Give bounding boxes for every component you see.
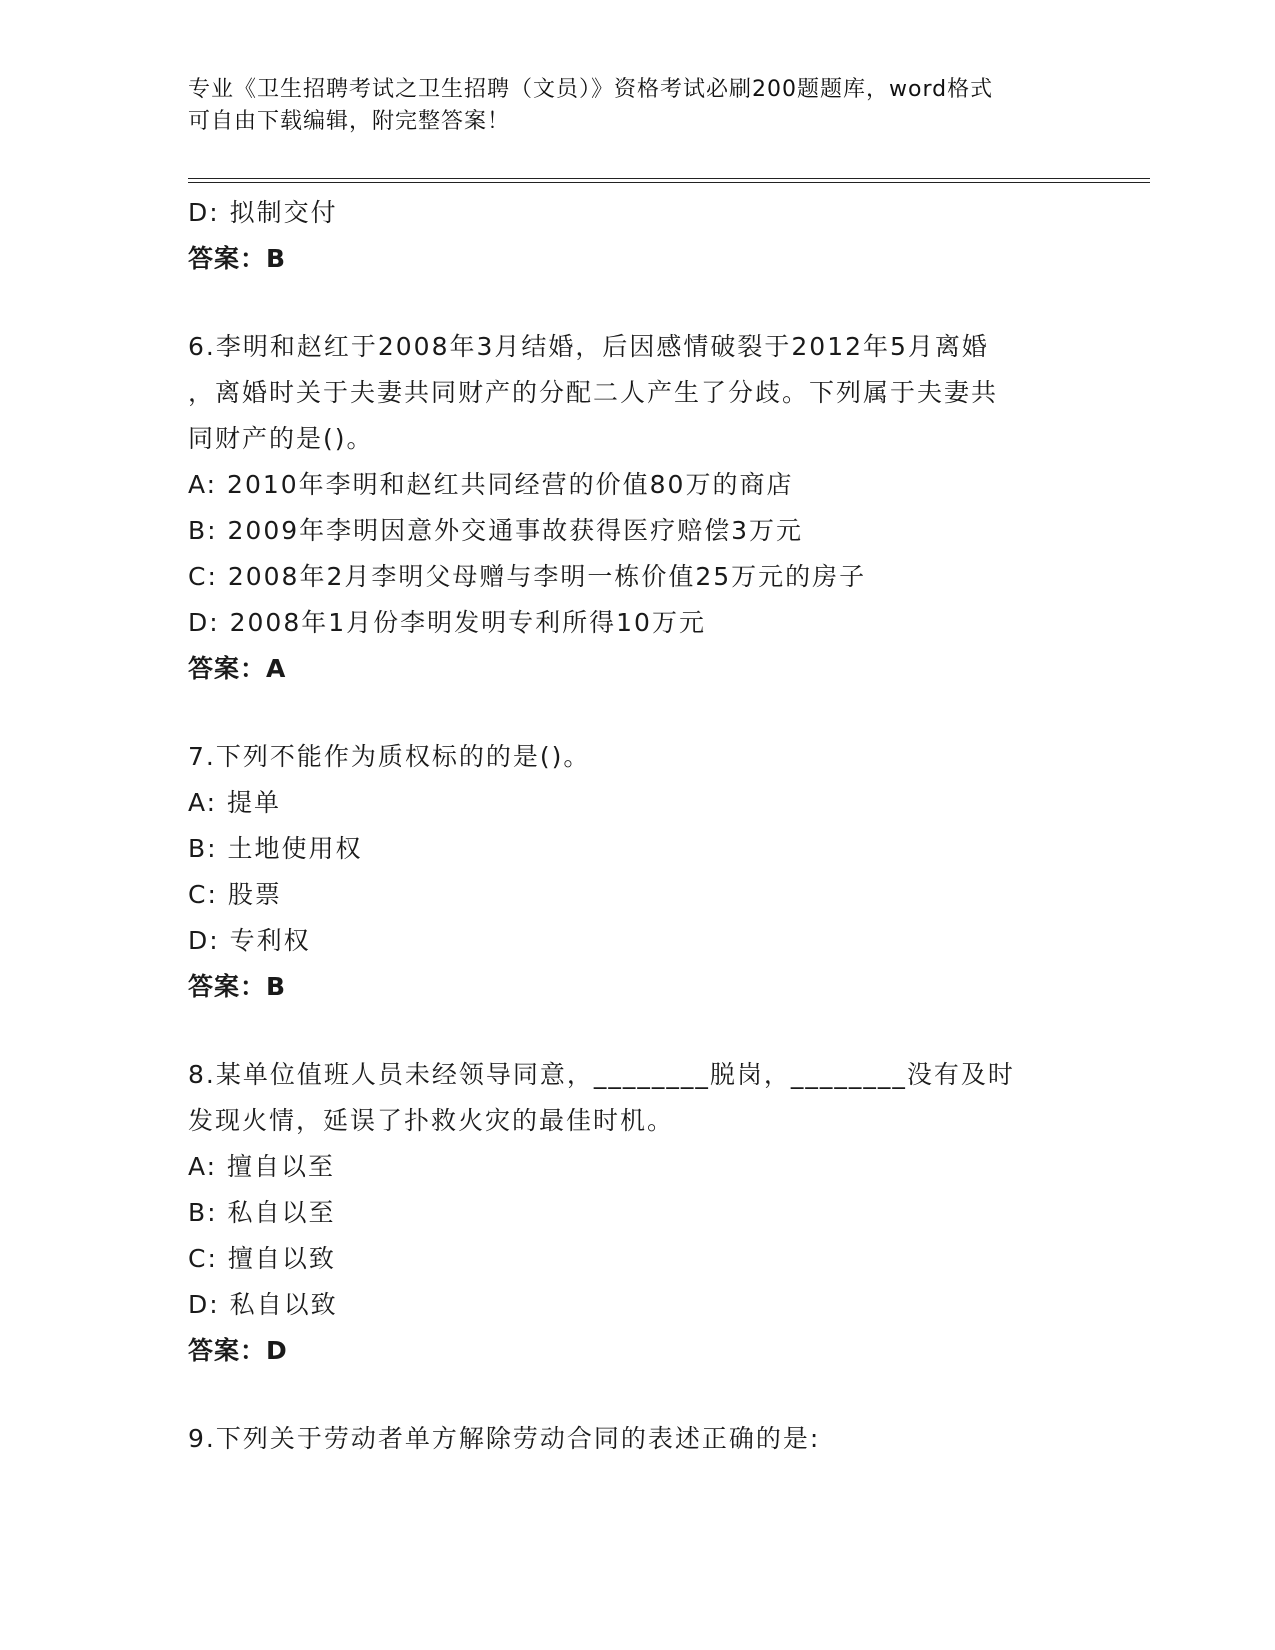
option-b: B: 2009年李明因意外交通事故获得医疗赔偿3万元 xyxy=(188,516,804,545)
spacer xyxy=(188,1374,1068,1416)
spacer xyxy=(188,692,1068,734)
answer-line: 答案：D xyxy=(188,1336,288,1365)
option-c: C: 股票 xyxy=(188,880,282,909)
option-d: D: 2008年1月份李明发明专利所得10万元 xyxy=(188,608,706,637)
question-stem: 6.李明和赵红于2008年3月结婚，后因感情破裂于2012年5月离婚 xyxy=(188,332,989,361)
answer-line: 答案：B xyxy=(188,972,287,1001)
option-d: D: 拟制交付 xyxy=(188,198,338,227)
question-stem: 发现火情，延误了扑救火灾的最佳时机。 xyxy=(188,1106,675,1135)
question-7 xyxy=(188,734,1068,1010)
option-d: D: 私自以致 xyxy=(188,1290,338,1319)
answer-line: 答案：A xyxy=(188,654,287,683)
header-divider-bottom xyxy=(188,182,1150,183)
question-stem: ，离婚时关于夫妻共同财产的分配二人产生了分歧。下列属于夫妻共 xyxy=(188,378,999,407)
question-6 xyxy=(188,324,1068,692)
answer-line: 答案：B xyxy=(188,244,287,273)
question-list xyxy=(188,190,1068,1462)
question-stem: 同财产的是()。 xyxy=(188,424,374,453)
header-line-2: 可自由下载编辑，附完整答案！ xyxy=(188,109,511,134)
question-stem: 9.下列关于劳动者单方解除劳动合同的表述正确的是: xyxy=(188,1424,821,1453)
option-a: A: 擅自以至 xyxy=(188,1152,336,1181)
option-a: A: 2010年李明和赵红共同经营的价值80万的商店 xyxy=(188,470,794,499)
header-line-1: 专业《卫生招聘考试之卫生招聘（文员）》资格考试必刷200题题库，word格式 xyxy=(188,77,994,102)
option-b: B: 土地使用权 xyxy=(188,834,363,863)
document-header xyxy=(188,74,1068,138)
option-a: A: 提单 xyxy=(188,788,282,817)
question-stem: 8.某单位值班人员未经领导同意，________脱岗，________没有及时 xyxy=(188,1060,1015,1089)
option-c: C: 2008年2月李明父母赠与李明一栋价值25万元的房子 xyxy=(188,562,867,591)
option-c: C: 擅自以致 xyxy=(188,1244,336,1273)
question-9 xyxy=(188,1416,1068,1462)
header-divider-top xyxy=(188,178,1150,179)
question-8 xyxy=(188,1052,1068,1374)
option-b: B: 私自以至 xyxy=(188,1198,336,1227)
question-stem: 7.下列不能作为质权标的的是()。 xyxy=(188,742,591,771)
question-5-tail xyxy=(188,190,1068,282)
spacer xyxy=(188,282,1068,324)
option-d: D: 专利权 xyxy=(188,926,311,955)
spacer xyxy=(188,1010,1068,1052)
